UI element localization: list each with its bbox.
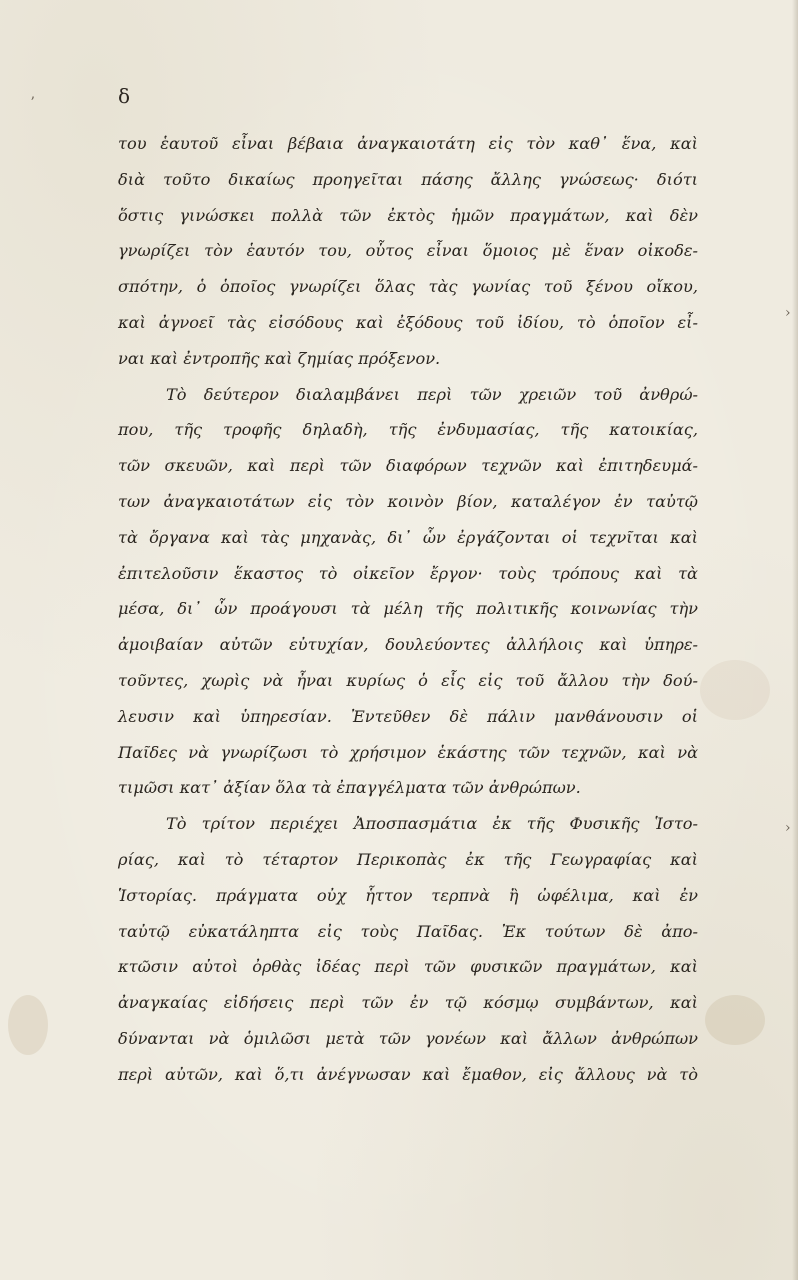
text-line: ταὐτῷ εὐκατάληπτα εἰς τοὺς Παῖδας. Ἐκ τούτων δὲ ἀπο-: [118, 921, 698, 941]
text-line: ναι καὶ ἐντροπῆς καὶ ζημίας πρόξενον.: [118, 348, 441, 368]
text-line: τὰ ὄργανα καὶ τὰς μηχανὰς, δι᾽ ὧν ἐργάζονται οἱ τεχνῖται καὶ: [118, 527, 698, 547]
text-line: τῶν σκευῶν, καὶ περὶ τῶν διαφόρων τεχνῶν καὶ ἐπιτηδευμά-: [118, 456, 698, 476]
text-line: του ἑαυτοῦ εἶναι βέβαια ἀναγκαιοτάτη εἰς τὸν καθ᾽ ἕνα, καὶ: [118, 134, 698, 153]
paper-stain: [8, 995, 48, 1055]
text-line: περὶ αὐτῶν, καὶ ὅ,τι ἀνέγνωσαν καὶ ἔμαθον, εἰς ἄλλους νὰ τὸ: [118, 1064, 698, 1084]
text-line: τιμῶσι κατ᾽ ἀξίαν ὅλα τὰ ἐπαγγέλματα τῶν ἀνθρώπων.: [118, 778, 581, 798]
text-line: ἀμοιβαίαν αὐτῶν εὐτυχίαν, δουλεύοντες ἀλλήλοις καὶ ὑπηρε-: [118, 635, 698, 655]
text-line: διὰ τοῦτο δικαίως προηγεῖται πάσης ἄλλης γνώσεως· διότι: [118, 169, 698, 189]
text-line: καὶ ἀγνοεῖ τὰς εἰσόδους καὶ ἐξόδους τοῦ ἰδίου, τὸ ὁποῖον εἶ-: [118, 312, 698, 332]
text-line: ἐπιτελοῦσιν ἕκαστος τὸ οἰκεῖον ἔργον· τοὺς τρόπους καὶ τὰ: [118, 563, 698, 583]
paper-stain: [705, 995, 765, 1045]
page-edge-shadow: [792, 0, 798, 1280]
text-line: γνωρίζει τὸν ἑαυτόν του, οὗτος εἶναι ὅμοιος μὲ ἕναν οἰκοδε-: [118, 241, 698, 261]
paragraph-3: [118, 806, 698, 1092]
text-line: Παῖδες νὰ γνωρίζωσι τὸ χρήσιμον ἑκάστης τῶν τεχνῶν, καὶ νὰ: [118, 742, 698, 762]
body-text: [118, 126, 698, 1093]
text-line: των ἀναγκαιοτάτων εἰς τὸν κοινὸν βίον, καταλέγον ἐν ταὐτῷ: [118, 491, 698, 511]
text-line: Τὸ τρίτον περιέχει Ἀποσπασμάτια ἐκ τῆς Φυσικῆς Ἱστο-: [166, 814, 698, 834]
text-line: ρίας, καὶ τὸ τέταρτον Περικοπὰς ἐκ τῆς Γεωγραφίας καὶ: [118, 849, 698, 869]
text-line: λευσιν καὶ ὑπηρεσίαν. Ἐντεῦθεν δὲ πάλιν μανθάνουσιν οἱ: [118, 706, 698, 726]
page-folio: δ: [118, 84, 131, 108]
text-line: ὅστις γινώσκει πολλὰ τῶν ἐκτὸς ἡμῶν πραγμάτων, καὶ δὲν: [118, 205, 698, 225]
text-line: δύνανται νὰ ὁμιλῶσι μετὰ τῶν γονέων καὶ ἄλλων ἀνθρώπων: [118, 1028, 698, 1048]
text-line: μέσα, δι᾽ ὧν προάγουσι τὰ μέλη τῆς πολιτικῆς κοινωνίας τὴν: [118, 599, 698, 619]
paper-stain: [700, 660, 770, 720]
text-line: που, τῆς τροφῆς δηλαδὴ, τῆς ἐνδυμασίας, τῆς κατοικίας,: [118, 420, 698, 440]
margin-mark: ›: [785, 305, 791, 321]
text-line: τοῦντες, χωρὶς νὰ ἦναι κυρίως ὁ εἷς εἰς τοῦ ἄλλου τὴν δού-: [118, 670, 698, 690]
text-line: κτῶσιν αὐτοὶ ὀρθὰς ἰδέας περὶ τῶν φυσικῶν πραγμάτων, καὶ: [118, 957, 698, 977]
margin-mark: ›: [785, 820, 791, 836]
text-line: σπότην, ὁ ὁποῖος γνωρίζει ὅλας τὰς γωνίας τοῦ ξένου οἴκου,: [118, 277, 698, 297]
text-line: Τὸ δεύτερον διαλαμβάνει περὶ τῶν χρειῶν τοῦ ἀνθρώ-: [166, 384, 698, 404]
margin-mark: ʼ: [30, 95, 35, 111]
paragraph-1: [118, 126, 698, 377]
text-line: ἀναγκαίας εἰδήσεις περὶ τῶν ἐν τῷ κόσμῳ συμβάντων, καὶ: [118, 993, 698, 1013]
paragraph-2: [118, 377, 698, 807]
text-line: Ἱστορίας. πράγματα οὐχ ἧττον τερπνὰ ἢ ὠφέλιμα, καὶ ἐν: [118, 885, 698, 905]
